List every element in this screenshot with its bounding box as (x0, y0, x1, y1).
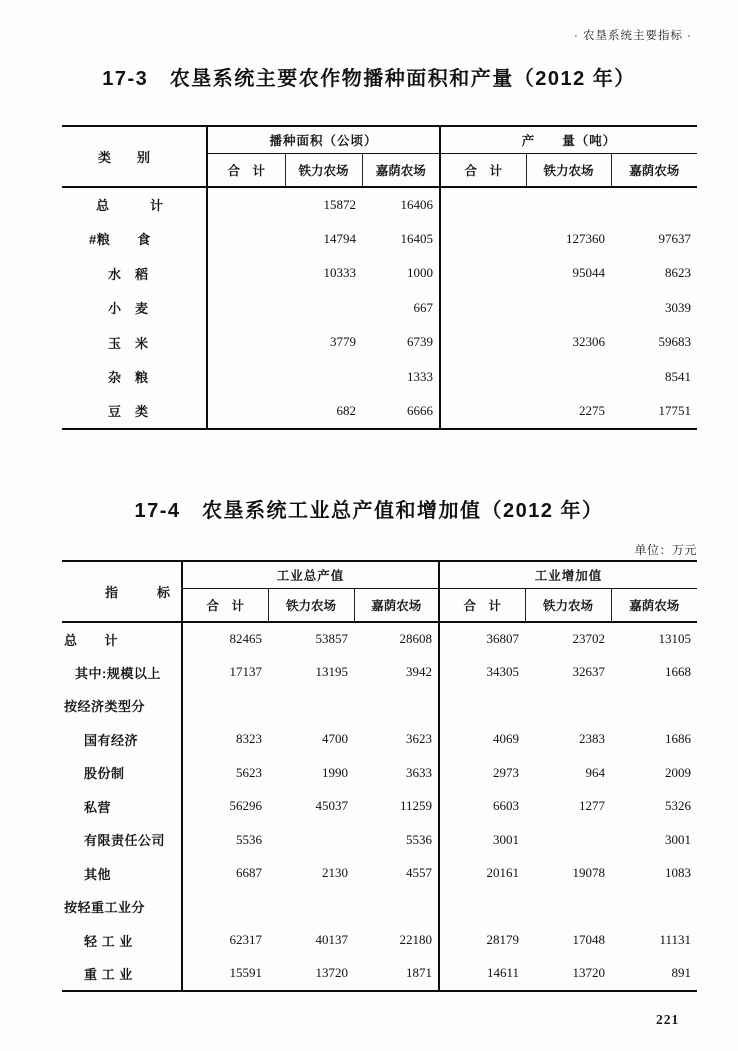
column-header-jiayin-farm: 嘉荫农场 (362, 153, 440, 187)
table-cell: 17137 (182, 656, 268, 690)
table-row (62, 823, 697, 857)
row-label: 重 工 业 (84, 966, 133, 982)
table-cell: 1871 (406, 965, 432, 981)
row-label: 总 计 (64, 632, 119, 648)
row-label: 总 计 (96, 198, 164, 214)
table-header-row (62, 126, 697, 153)
table-cell: 2130 (322, 865, 348, 881)
table-cell: 53857 (315, 631, 348, 647)
table-row (62, 890, 697, 924)
table1-header (62, 126, 697, 187)
table-cell (354, 890, 439, 924)
table-cell (440, 291, 526, 326)
table-cell: 17048 (572, 932, 605, 948)
table-cell (285, 360, 362, 395)
table2-body (62, 622, 697, 991)
table-cell: 127360 (566, 230, 605, 246)
table-cell (611, 890, 697, 924)
table-cell (182, 689, 268, 723)
table-cell: 5326 (665, 798, 692, 814)
table-cell: 56296 (182, 790, 268, 824)
table-cell (207, 187, 285, 222)
table-cell: 1277 (579, 798, 605, 814)
table-cell (207, 394, 285, 429)
table-cell: 3779 (330, 334, 356, 350)
table-cell (268, 890, 354, 924)
table-cell (439, 689, 525, 723)
table-cell: 14794 (323, 230, 356, 246)
table-cell (525, 890, 611, 924)
column-header-total: 合 计 (440, 153, 526, 187)
table-cell (182, 890, 268, 924)
table-cell: 32637 (572, 664, 605, 680)
table-row (62, 325, 697, 360)
table-cell: 62317 (182, 924, 268, 958)
table-row (62, 656, 697, 690)
row-label: 水 稻 (108, 266, 149, 282)
table-cell: 2275 (579, 402, 605, 418)
table-cell: 6666 (407, 402, 433, 418)
row-label: 国有经济 (84, 732, 139, 748)
table-cell: 11131 (659, 932, 692, 948)
table-row (62, 622, 697, 656)
table-cell: 15591 (182, 957, 268, 991)
table-row (62, 924, 697, 958)
table-cell: 6687 (182, 857, 268, 891)
table2-header (62, 561, 697, 622)
table-row (62, 857, 697, 891)
row-label: 小 麦 (108, 301, 149, 317)
column-header-tieli-farm: 铁力农场 (285, 153, 362, 187)
table-cell: 3942 (406, 664, 432, 680)
row-label: 轻 工 业 (84, 933, 133, 949)
column-group-added-value: 工业增加值 (439, 561, 697, 588)
table-cell: 2383 (579, 731, 605, 747)
unit-note: 单位：万元 (634, 543, 697, 557)
table-cell (440, 325, 526, 360)
table-cell: 2009 (665, 764, 692, 780)
table-cell (525, 689, 611, 723)
column-header-jiayin-farm: 嘉荫农场 (611, 588, 697, 622)
column-header-tieli-farm: 铁力农场 (526, 153, 611, 187)
table-cell (611, 187, 697, 222)
table-cell: 20161 (439, 857, 525, 891)
column-header-jiayin-farm: 嘉荫农场 (354, 588, 439, 622)
row-label: 股份制 (84, 766, 125, 782)
page-number: 221 (656, 1012, 680, 1027)
row-label: 按经济类型分 (64, 699, 146, 715)
table-cell: 15872 (323, 196, 356, 212)
table-row (62, 291, 697, 326)
table-cell: 28608 (399, 631, 432, 647)
table-cell: 1686 (665, 731, 692, 747)
table-cell (440, 394, 526, 429)
table-cell: 4700 (322, 731, 348, 747)
row-label: 按轻重工业分 (64, 900, 146, 916)
table-cell: 34305 (439, 656, 525, 690)
table-17-4 (62, 560, 697, 992)
running-head: · 农垦系统主要指标 · (573, 30, 692, 42)
table-header-row (62, 561, 697, 588)
table-cell: 3633 (406, 764, 432, 780)
table-row (62, 394, 697, 429)
column-header-total: 合 计 (439, 588, 525, 622)
table-cell: 11259 (399, 798, 432, 814)
table-cell (268, 689, 354, 723)
row-label: 豆 类 (108, 404, 149, 420)
table-cell: 1990 (322, 764, 348, 780)
table-cell (440, 256, 526, 291)
column-group-output: 产 量（吨） (440, 126, 697, 153)
table-cell: 964 (585, 764, 605, 780)
row-label: 杂 粮 (108, 370, 149, 386)
table-cell (207, 256, 285, 291)
table-cell: 22180 (399, 932, 432, 948)
table-cell: 8541 (665, 368, 692, 384)
table-cell (526, 291, 611, 326)
table-cell (525, 823, 611, 857)
table-row (62, 689, 697, 723)
table-cell: 3623 (406, 731, 432, 747)
row-label: 有限责任公司 (84, 833, 166, 849)
table-cell: 891 (671, 965, 692, 981)
table-cell (440, 360, 526, 395)
table-row (62, 756, 697, 790)
table-cell (207, 325, 285, 360)
table-cell: 40137 (315, 932, 348, 948)
table1-body (62, 187, 697, 429)
table-cell: 32306 (572, 334, 605, 350)
table-cell: 36807 (439, 622, 525, 656)
column-group-gross-output: 工业总产值 (182, 561, 439, 588)
table-cell: 6603 (439, 790, 525, 824)
table2-title: 17-4 农垦系统工业总产值和增加值（2012 年） (134, 500, 604, 522)
table2-container (62, 560, 697, 992)
table-cell: 3001 (439, 823, 525, 857)
table-cell: 16406 (400, 196, 433, 212)
table-cell: 16405 (400, 230, 433, 246)
table-cell: 13195 (315, 664, 348, 680)
column-group-sown-area: 播种面积（公顷） (207, 126, 440, 153)
row-label: 其他 (84, 866, 112, 882)
table-cell (207, 291, 285, 326)
table-cell: 1083 (665, 865, 692, 881)
table-cell: 5536 (182, 823, 268, 857)
table-cell: 45037 (315, 798, 348, 814)
column-header-jiayin-farm: 嘉荫农场 (611, 153, 697, 187)
table-cell: 19078 (572, 865, 605, 881)
row-label: 玉 米 (108, 335, 149, 351)
column-header-tieli-farm: 铁力农场 (525, 588, 611, 622)
table-cell: 682 (336, 402, 356, 418)
table-cell (285, 291, 362, 326)
table-cell: 97637 (658, 230, 692, 246)
table-cell: 8623 (665, 265, 692, 281)
table-cell: 13720 (572, 965, 605, 981)
table-cell: 1000 (407, 265, 433, 281)
table-cell: 2973 (439, 756, 525, 790)
table-cell: 6739 (407, 334, 433, 350)
table-cell: 8323 (182, 723, 268, 757)
table-cell: 1668 (665, 664, 692, 680)
table-cell: 28179 (439, 924, 525, 958)
column-header-total: 合 计 (182, 588, 268, 622)
table-cell (440, 222, 526, 257)
table-cell: 3039 (665, 299, 692, 315)
table-cell: 5536 (406, 831, 432, 847)
table-cell (207, 360, 285, 395)
table-cell: 4069 (439, 723, 525, 757)
column-header-total: 合 计 (207, 153, 285, 187)
stub-header: 指 标 (62, 561, 182, 622)
table-cell (439, 890, 525, 924)
table-17-3 (62, 125, 697, 430)
table-cell: 1333 (407, 368, 433, 384)
table1-title: 17-3 农垦系统主要农作物播种面积和产量（2012 年） (102, 68, 636, 90)
table-row (62, 723, 697, 757)
table-cell (268, 823, 354, 857)
table-cell (526, 187, 611, 222)
column-header-tieli-farm: 铁力农场 (268, 588, 354, 622)
table-cell (526, 360, 611, 395)
table-cell (611, 689, 697, 723)
stub-header: 类 别 (62, 126, 207, 187)
table-cell: 59683 (658, 334, 692, 350)
table-cell: 95044 (572, 265, 605, 281)
table-row (62, 187, 697, 222)
table1-container (62, 125, 697, 430)
table-cell: 667 (413, 299, 433, 315)
table-cell: 10333 (323, 265, 356, 281)
table-cell: 4557 (406, 865, 432, 881)
table-row (62, 790, 697, 824)
table-cell: 82465 (182, 622, 268, 656)
table-row (62, 360, 697, 395)
table-row (62, 957, 697, 991)
table-cell: 23702 (572, 631, 605, 647)
row-label: #粮 食 (89, 232, 151, 248)
table-cell (440, 187, 526, 222)
table-row (62, 222, 697, 257)
row-label: 其中:规模以上 (75, 665, 161, 681)
table-cell: 13720 (315, 965, 348, 981)
table-cell (207, 222, 285, 257)
table-cell: 5623 (182, 756, 268, 790)
table-row (62, 256, 697, 291)
table-cell: 17751 (658, 402, 692, 418)
row-label: 私营 (84, 799, 112, 815)
table-cell: 14611 (439, 957, 525, 991)
table-cell (354, 689, 439, 723)
table-cell: 13105 (658, 631, 692, 647)
table-cell: 3001 (665, 831, 692, 847)
